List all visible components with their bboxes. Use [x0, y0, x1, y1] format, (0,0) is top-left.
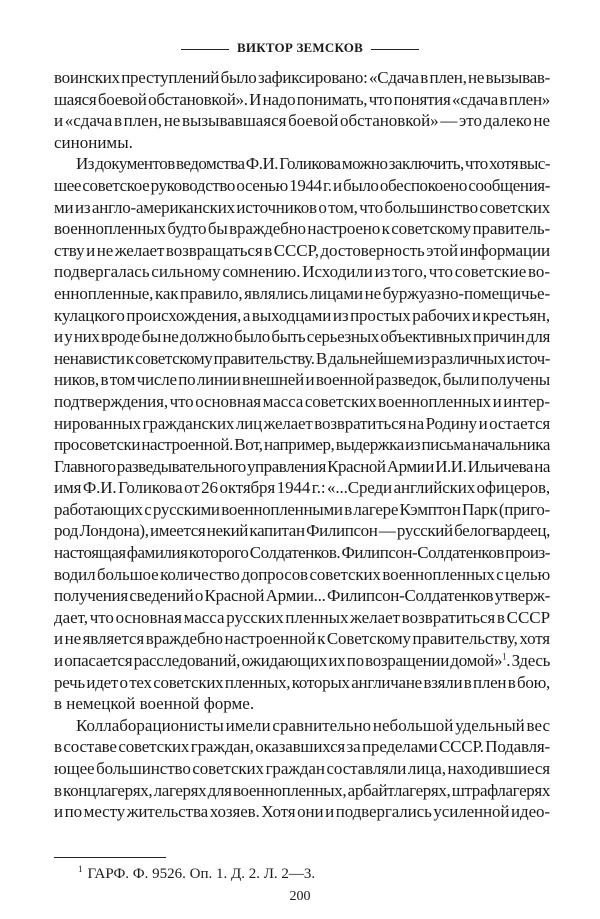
line-content — [54, 672, 550, 694]
text-line — [54, 283, 550, 305]
line-content — [54, 564, 550, 586]
line-text: в немецкой военной форме. — [54, 694, 255, 714]
text-line — [54, 240, 550, 262]
line-content — [76, 715, 550, 737]
line-text: и по месту жительства хозяев. Хотя они и подвергались усиленной идео- — [54, 802, 550, 822]
line-text: воинских преступлений было зафиксировано: «Сдача в плен, не вызывав- — [54, 68, 550, 87]
line-content — [54, 434, 550, 456]
footnote-text: ГАРФ. Ф. 9526. Оп. 1. Д. 2. Л. 2—3. — [87, 866, 316, 882]
text-line — [54, 218, 550, 240]
text-line — [54, 153, 550, 175]
line-content — [54, 456, 550, 478]
line-text: род Лондона), имеется некий капитан Филипсон — русский белогвардеец, — [54, 521, 550, 541]
line-content — [54, 305, 550, 327]
running-header — [0, 40, 600, 56]
text-line — [54, 758, 550, 780]
text-line — [54, 736, 550, 758]
text-line — [54, 67, 550, 89]
line-text: шаяся боевой обстановкой». И надо понимать, что понятия «сдача в плен» — [54, 89, 550, 109]
line-content — [54, 218, 550, 240]
line-content — [54, 628, 550, 650]
line-text: в концлагерях, лагерях для военнопленных, арбайтлагерях, штрафлагерях — [54, 780, 550, 800]
line-content — [54, 326, 550, 348]
line-content — [54, 693, 254, 715]
footnote-divider — [54, 857, 166, 858]
line-text: водил большое количество допросов советских военнопленных с целью — [54, 564, 550, 584]
header-rule-left — [181, 49, 229, 50]
text-line — [54, 542, 550, 564]
line-content — [54, 585, 550, 607]
text-line — [54, 132, 550, 154]
line-text: подтверждения, что основная масса советских военнопленных и интер- — [54, 391, 550, 411]
text-line — [54, 197, 550, 219]
text-line — [54, 564, 550, 586]
text-line — [54, 369, 550, 391]
text-line — [54, 780, 550, 802]
line-text: просоветски настроенной. Вот, например, выдержка из письма начальника — [54, 435, 550, 455]
text-line — [54, 456, 550, 478]
text-line — [54, 326, 550, 348]
text-line — [54, 305, 550, 327]
line-content — [54, 758, 550, 780]
header-rule-right — [371, 49, 419, 50]
line-text: еннопленные, как правило, являлись лицами не буржуазно-помещичье- — [54, 283, 550, 303]
line-text: дает, что основная масса русских пленных желает возвратиться в СССР — [54, 607, 550, 627]
line-text: ющее большинство советских граждан составляли лица, находившиеся — [54, 759, 550, 778]
line-text: в составе советских граждан, оказавшихся за пределами СССР. Подавля- — [54, 737, 550, 757]
line-text: настоящая фамилия которого Солдатенков. Филипсон-Солдатенков произ- — [54, 543, 550, 563]
footnote-reference: 1 — [502, 651, 507, 662]
text-line — [54, 175, 550, 197]
line-text: получения сведений о Красной Армии... Филипсон-Солдатенков утверж- — [54, 586, 550, 606]
body-text — [54, 67, 550, 823]
line-content — [54, 736, 550, 758]
line-text: кулацкого происхождения, а выходцами из простых рабочих и крестьян, — [54, 305, 550, 325]
text-line — [54, 650, 550, 672]
line-text: шее советское руководство осенью 1944 г. и было обеспокоено сообщения- — [54, 175, 550, 195]
line-text: речь идет о тех советских пленных, которых англичане взяли в плен в бою, — [54, 672, 550, 692]
text-line — [54, 348, 550, 370]
line-text: ненависти к советскому правительству. В дальнейшем из различных источ- — [54, 348, 550, 368]
line-text: и «сдача в плен, не вызывавшаяся боевой обстановкой» — это далеко не — [54, 111, 550, 131]
line-text: нированных гражданских лиц желает возвратиться на Родину и остается — [54, 413, 550, 433]
line-content — [54, 240, 550, 262]
line-text: имя Ф.И. Голикова от 26 октября 1944 г.: «...Среди английских офицеров, — [54, 478, 550, 498]
line-text: военнопленных будто бы враждебно настроено к советскому правитель- — [54, 219, 550, 239]
text-line — [54, 520, 550, 542]
line-content — [54, 197, 550, 219]
line-content — [54, 261, 550, 283]
text-line — [54, 391, 550, 413]
text-line — [54, 261, 550, 283]
text-line — [54, 715, 550, 737]
text-line — [54, 585, 550, 607]
text-line — [54, 434, 550, 456]
line-content — [54, 520, 550, 542]
line-content — [54, 650, 550, 672]
text-line — [54, 413, 550, 435]
line-content — [76, 153, 550, 175]
line-text: и не является враждебно настроенной к Советскому правительству, хотя — [54, 629, 550, 649]
line-content — [54, 67, 550, 89]
line-content — [54, 391, 550, 413]
line-text-continuation: . Здесь — [506, 651, 550, 671]
line-text: синонимы. — [54, 132, 133, 152]
line-content — [54, 477, 550, 499]
line-text: Главного разведывательного управления Красной Армии И.И. Ильичева на — [54, 456, 550, 476]
line-content — [54, 175, 550, 197]
line-content — [54, 801, 550, 823]
line-content — [54, 110, 550, 132]
line-content — [54, 780, 550, 802]
line-content — [54, 283, 550, 305]
line-text: работающих с русскими военнопленными в лагере Кэмптон Парк (приго- — [54, 499, 550, 519]
line-content — [54, 499, 550, 521]
page-number: 200 — [289, 889, 311, 904]
text-line — [54, 672, 550, 694]
line-text: Коллаборационисты имели сравнительно небольшой удельный вес — [76, 715, 550, 735]
text-line — [54, 628, 550, 650]
line-content — [54, 542, 550, 564]
text-line — [54, 801, 550, 823]
line-content — [54, 413, 550, 435]
line-content — [54, 132, 133, 154]
line-content — [54, 607, 550, 629]
text-line — [54, 607, 550, 629]
header-title: ВИКТОР ЗЕМСКОВ — [237, 40, 363, 55]
line-text: Из документов ведомства Ф.И. Голикова можно заключить, что хотя выс- — [76, 154, 550, 174]
line-text: ству и не желает возвращаться в СССР, достоверность этой информации — [54, 240, 550, 260]
line-text: и у них вроде бы не должно было быть серьезных объективных причин для — [54, 327, 550, 347]
line-text: подвергалась сильному сомнению. Исходили из того, что советские во- — [54, 262, 550, 282]
footnote-number: 1 — [78, 864, 83, 874]
line-text: и опасается расследований, ожидающих их по возращении домой» — [54, 651, 503, 671]
line-content — [54, 369, 550, 391]
line-text: ми из англо-американских источников о том, что большинство советских — [54, 197, 550, 217]
text-line — [54, 89, 550, 111]
line-content — [54, 89, 550, 111]
text-line — [54, 499, 550, 521]
line-text: ников, в том числе по линии внешней и военной разведок, были получены — [54, 370, 550, 390]
text-line — [54, 110, 550, 132]
footnote — [78, 866, 315, 883]
text-line — [54, 693, 550, 715]
line-content — [54, 348, 550, 370]
text-line — [54, 477, 550, 499]
